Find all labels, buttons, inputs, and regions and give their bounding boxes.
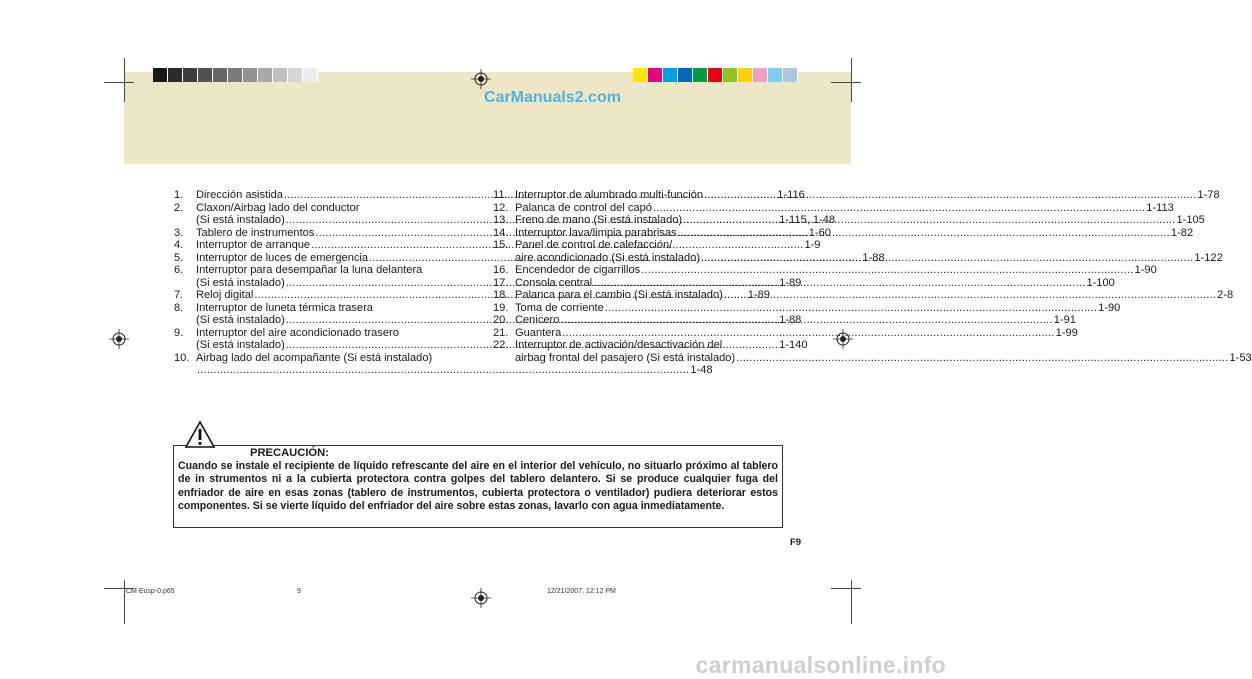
legend-item xyxy=(493,289,1234,302)
color-swatch xyxy=(783,68,798,82)
legend-item-number: 2. xyxy=(174,201,184,214)
legend-item-page-ref: 1-53 xyxy=(1229,351,1252,364)
legend-item-number: 22. xyxy=(493,339,509,351)
legend-item-page-ref: 1-90 xyxy=(1134,264,1157,276)
legend-item-page-ref: 1-91 xyxy=(1053,314,1076,326)
watermark-text: CarManuals2.com xyxy=(484,89,621,106)
legend-item-line xyxy=(515,189,1220,202)
legend-item-number: 14. xyxy=(493,226,509,239)
legend-item-label: Interruptor de activación/desactivación del xyxy=(515,339,723,351)
gray-swatch xyxy=(243,68,258,82)
legend-item-line xyxy=(515,214,1205,227)
legend-item-page-ref: 1-88 xyxy=(862,251,885,264)
legend-item-label: Tablero de instrumentos xyxy=(196,226,315,239)
color-swatch xyxy=(723,68,738,82)
legend-item-label: Interruptor de luneta térmica trasera xyxy=(196,301,373,314)
gray-swatch xyxy=(273,68,288,82)
crop-mark xyxy=(831,82,861,83)
legend-item-line xyxy=(515,302,1120,315)
gray-swatch xyxy=(288,68,303,82)
dot-leader xyxy=(641,264,1133,277)
color-swatch xyxy=(768,68,783,82)
gray-swatch xyxy=(213,68,228,82)
legend-item-label: Claxon/Airbag lado del conductor xyxy=(196,201,360,214)
legend-item-number: 1. xyxy=(174,189,184,201)
dot-leader xyxy=(197,364,689,377)
legend-item-label: (Si está instalado) xyxy=(196,276,285,289)
color-calibration-strip xyxy=(633,68,798,82)
legend-item-label: (Si está instalado) xyxy=(196,314,285,326)
legend-item-label: Airbag lado del acompañante (Si está instalado) xyxy=(196,351,433,364)
legend-item-label: Consola central xyxy=(515,276,593,289)
legend-item-page-ref: 1-89 xyxy=(779,276,802,289)
legend-item-number: 10. xyxy=(174,351,190,364)
legend-item-number: 11. xyxy=(493,189,508,201)
crop-mark xyxy=(124,58,125,102)
legend-item-label: Panel de control de calefacción/ xyxy=(515,239,673,251)
crop-mark xyxy=(851,580,852,624)
dot-leader xyxy=(653,202,1145,215)
legend-item-page-ref: 1-100 xyxy=(1086,276,1115,289)
dot-leader xyxy=(560,314,1052,327)
legend-item-page-ref: 1-9 xyxy=(804,239,821,251)
legend-item-number: 13. xyxy=(493,214,509,226)
legend-item-page-ref: 1-90 xyxy=(1098,301,1121,314)
dot-leader xyxy=(562,327,1054,340)
legend-item-number: 16. xyxy=(493,264,509,276)
crop-mark xyxy=(104,82,134,83)
legend-item-number: 9. xyxy=(174,326,184,339)
crop-mark xyxy=(831,588,861,589)
legend-item-page-ref: 1-122 xyxy=(1194,251,1223,264)
legend-item-line xyxy=(515,202,1174,215)
dot-leader xyxy=(701,252,1193,265)
legend-item-label: Reloj digital xyxy=(196,289,254,301)
legend-item-number: 3. xyxy=(174,226,184,239)
caution-title: PRECAUCIÓN: xyxy=(250,447,329,459)
legend-item-page-ref: 1-115, 1-48 xyxy=(779,214,836,226)
legend-item-number: 7. xyxy=(174,289,184,301)
legend-item-label: Cenicero xyxy=(515,314,560,326)
legend-item-number: 21. xyxy=(493,326,509,339)
legend-item-page-ref: 2-8 xyxy=(1217,289,1234,301)
legend-item-label: aire acondicionado (Si está instalado) xyxy=(515,251,701,264)
color-swatch xyxy=(708,68,723,82)
legend-item-label: (Si está instalado) xyxy=(196,214,285,226)
legend-item-label: Interruptor para desempañar la luna delantera xyxy=(196,264,423,276)
color-swatch xyxy=(633,68,648,82)
legend-item-label: Toma de corriente xyxy=(515,301,604,314)
legend-item-number: 6. xyxy=(174,264,184,276)
legend-item xyxy=(493,201,1174,215)
gray-swatch xyxy=(153,68,168,82)
legend-item-label: Freno de mano (Si está instalado) xyxy=(515,214,683,226)
legend-item-line xyxy=(515,252,1223,265)
dot-leader xyxy=(724,289,1216,302)
legend-item-line xyxy=(515,352,1252,365)
registration-mark-top-icon xyxy=(471,69,491,89)
color-swatch xyxy=(678,68,693,82)
color-swatch xyxy=(663,68,678,82)
footer-page: 9 xyxy=(297,588,301,595)
legend-item-number: 17. xyxy=(493,276,509,289)
registration-mark-bottom-icon xyxy=(471,588,491,608)
legend-item xyxy=(493,301,1121,315)
legend-item-line xyxy=(515,327,1078,340)
dot-leader xyxy=(678,227,1170,240)
legend-item-label: Interruptor de alumbrado multi-función xyxy=(515,189,704,201)
legend-item-page-ref: 1-48 xyxy=(690,364,713,376)
page-number: F9 xyxy=(790,537,802,548)
legend-item-page-ref: 1-82 xyxy=(1170,226,1194,239)
legend-item-number: 19. xyxy=(493,301,509,314)
legend-item-label: (Si está instalado) xyxy=(196,339,285,351)
legend-item-number: 20. xyxy=(493,314,509,326)
dot-leader xyxy=(683,214,1175,227)
legend-item-page-ref: 1-105 xyxy=(1176,214,1205,226)
grayscale-calibration-strip xyxy=(153,68,318,82)
legend-item-page-ref: 1-60 xyxy=(808,226,831,239)
legend-item-line xyxy=(515,289,1233,302)
legend-item-label: Guantera xyxy=(515,326,562,339)
dot-leader xyxy=(593,277,1085,290)
legend-item-line xyxy=(515,239,1223,252)
legend-item-number: 5. xyxy=(174,251,184,264)
legend-item-label: Interruptor del aire acondicionado trasero xyxy=(196,326,399,339)
legend-item-label: Interruptor de luces de emergencia xyxy=(196,251,369,264)
legend-item-label: Palanca para el cambio (Si está instalado) xyxy=(515,289,723,301)
dot-leader xyxy=(605,302,1097,315)
gray-swatch xyxy=(183,68,198,82)
legend-item-label: Interruptor de arranque xyxy=(196,239,311,251)
color-swatch xyxy=(738,68,753,82)
legend-item-page-ref: 1-89 xyxy=(747,289,770,301)
legend-item-label: Interruptor lava/limpia parabrisas xyxy=(515,226,677,239)
registration-mark-left-icon xyxy=(109,329,129,349)
gray-swatch xyxy=(168,68,183,82)
color-swatch xyxy=(648,68,663,82)
dot-leader xyxy=(704,189,1196,202)
gray-swatch xyxy=(228,68,243,82)
caution-text: Cuando se instale el recipiente de líquido refrescante del aire en el interior del vehículo, no situarlo próximo al tablero de in strumentos ni a la cubierta protectora contra golpes del tablero delantero. Si se produce cualquier fuga del enfriador de aire en esas zonas (tablero de instrumentos, cubierta protectora o ventilador) pudiera deteriorar estos componentes. Si se vierte líquido del enfriador del aire sobre estas zonas, lavarlo con agua inmediatamente. xyxy=(178,460,778,513)
legend-item-page-ref: 1-140 xyxy=(779,339,808,351)
legend-item-number: 8. xyxy=(174,301,184,314)
crop-mark xyxy=(851,58,852,102)
gray-swatch xyxy=(198,68,213,82)
legend-item-page-ref: 1-116 xyxy=(777,189,805,201)
legend-item-line xyxy=(515,339,1252,352)
legend-item-line xyxy=(515,314,1076,327)
legend-item-number: 12. xyxy=(493,201,509,214)
dot-leader xyxy=(736,352,1228,365)
legend-item-label: Dirección asistida xyxy=(196,189,283,201)
footer-timestamp: 12/21/2007, 12:12 PM xyxy=(547,588,616,595)
crop-mark xyxy=(124,580,125,624)
legend-item-number: 4. xyxy=(174,239,184,251)
footer-file-name: CM Eusp-0.p65 xyxy=(126,588,175,595)
watermark-top xyxy=(484,89,621,107)
legend-item-page-ref: 1-88 xyxy=(779,314,802,326)
bottom-watermark-text: carmanualsonline.info xyxy=(695,652,946,678)
legend-item-page-ref: 1-113 xyxy=(1146,201,1174,214)
legend-item xyxy=(493,264,1157,277)
legend-item-label: Palanca de control del capó xyxy=(515,201,652,214)
bottom-watermark xyxy=(0,652,960,678)
color-swatch xyxy=(753,68,768,82)
warning-triangle-icon xyxy=(185,421,215,448)
legend-item-page-ref: 1-78 xyxy=(1197,189,1220,201)
legend-item xyxy=(493,326,1078,340)
legend-item-number: 18. xyxy=(493,289,509,301)
legend-item-line xyxy=(515,264,1157,277)
legend-item-label: airbag frontal del pasajero (Si está instalado) xyxy=(515,351,736,364)
legend-item-label: Encendedor de cigarrillos xyxy=(515,264,641,276)
gray-swatch xyxy=(303,68,318,82)
legend-item-line xyxy=(196,364,713,377)
gray-swatch xyxy=(258,68,273,82)
legend-item-page-ref: 1-99 xyxy=(1055,326,1078,339)
legend-item-line xyxy=(515,277,1115,290)
legend-item-line xyxy=(515,227,1193,240)
legend-item-number: 15. xyxy=(493,239,509,251)
color-swatch xyxy=(693,68,708,82)
